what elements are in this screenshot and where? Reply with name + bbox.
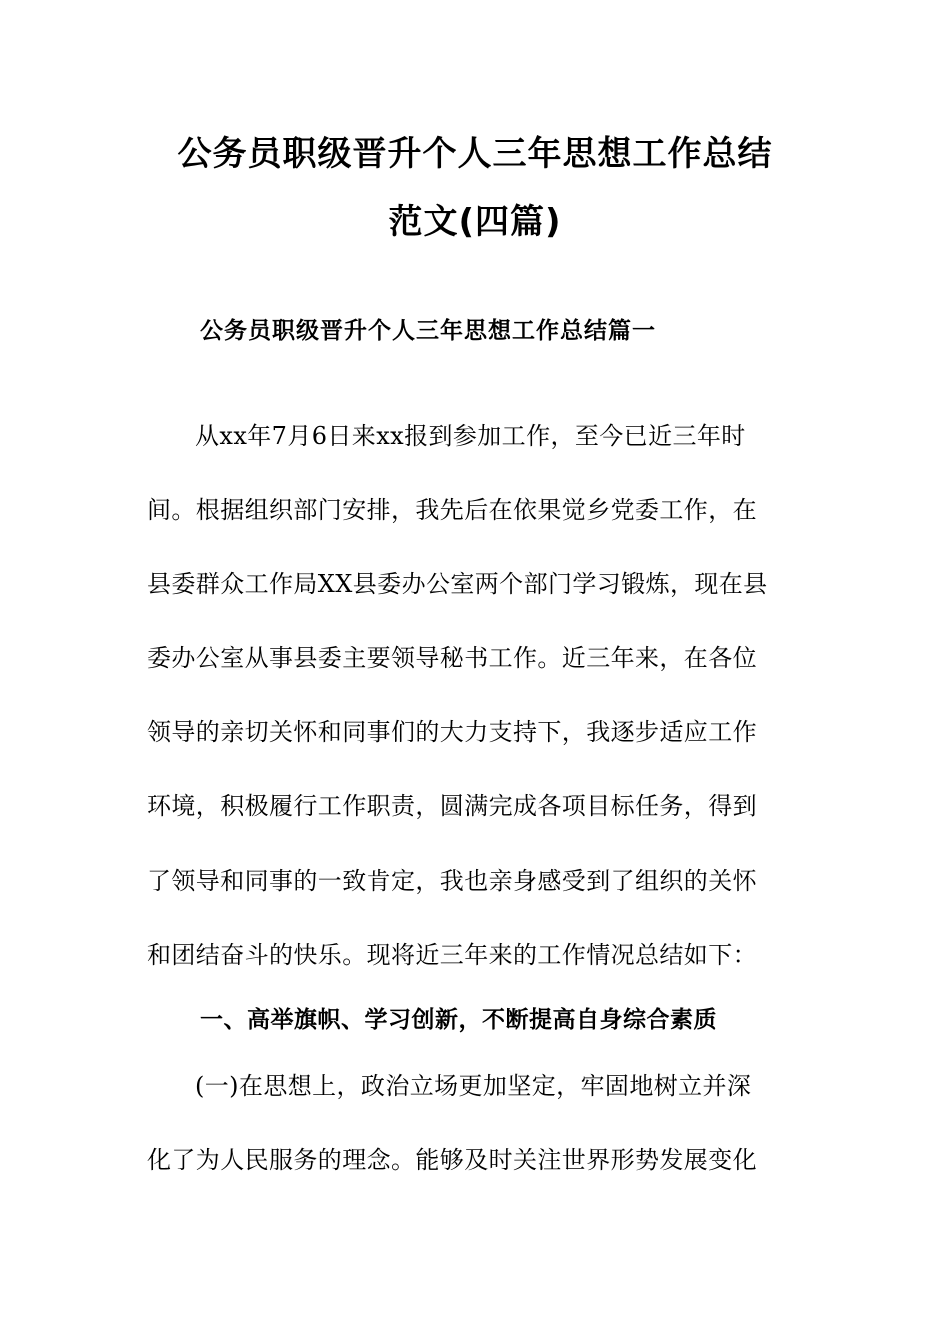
paragraph-line: 委办公室从事县委主要领导秘书工作。近三年来，在各位 — [147, 644, 757, 672]
paragraph-line: 环境，积极履行工作职责，圆满完成各项目标任务，得到 — [147, 792, 757, 820]
article-subtitle: 公务员职级晋升个人三年思想工作总结篇一 — [200, 318, 656, 344]
paragraph-line: 和团结奋斗的快乐。现将近三年来的工作情况总结如下： — [147, 941, 757, 969]
paragraph-line: 了领导和同事的一致肯定，我也亲身感受到了组织的关怀 — [147, 867, 757, 895]
paragraph-line: 间。根据组织部门安排，我先后在依果觉乡党委工作，在 — [147, 496, 757, 524]
paragraph-line: 领导的亲切关怀和同事们的大力支持下，我逐步适应工作 — [147, 718, 757, 746]
paragraph-line: 化了为人民服务的理念。能够及时关注世界形势发展变化 — [147, 1146, 757, 1174]
paragraph-line: (一)在思想上，政治立场更加坚定，牢固地树立并深 — [195, 1072, 752, 1100]
document-title-line-2: 范文(四篇) — [388, 202, 562, 242]
document-title-line-1: 公务员职级晋升个人三年思想工作总结 — [177, 134, 773, 174]
paragraph-line: 从xx年7月6日来xx报到参加工作，至今已近三年时 — [195, 422, 746, 450]
section-heading: 一、高举旗帜、学习创新，不断提高自身综合素质 — [200, 1007, 717, 1033]
paragraph-line: 县委群众工作局XX县委办公室两个部门学习锻炼，现在县 — [147, 570, 768, 598]
